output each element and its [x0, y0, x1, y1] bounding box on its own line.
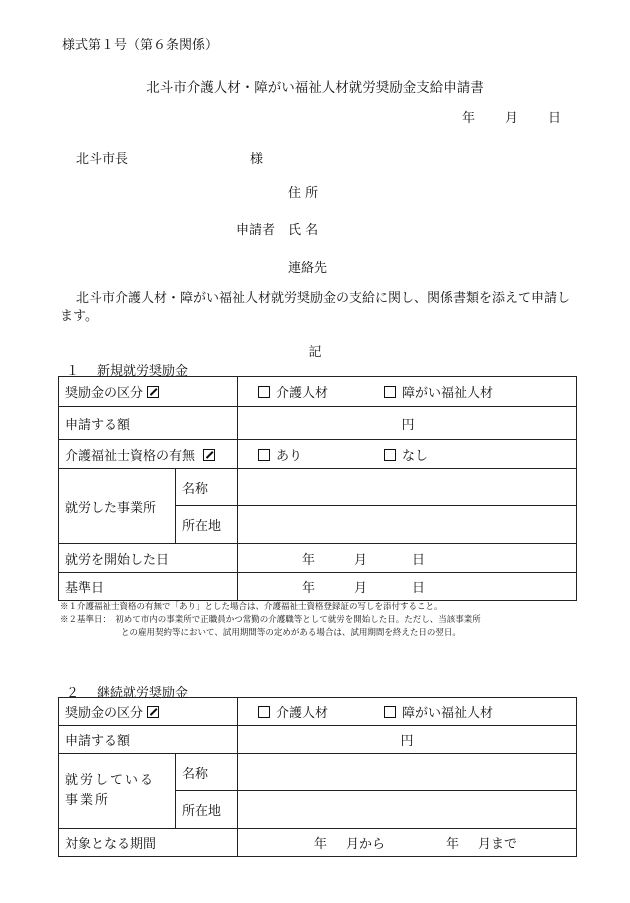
s1-start-label: 就労を開始した日	[59, 544, 238, 573]
section1-number: １	[66, 364, 80, 379]
note-3: との雇用契約等において、試用期間等の定めがある場合は、試用期間を終えた日の翌日。	[121, 628, 461, 638]
s2-office-location-label: 所在地	[176, 791, 238, 829]
s2-period-field[interactable]	[238, 829, 577, 857]
note-1: ※１介護福祉士資格の有無で「あり」とした場合は、介護福祉士資格登録証の写しを添付すること。	[60, 602, 443, 612]
contact-label: 連絡先	[288, 261, 328, 276]
checked-box-icon	[147, 386, 159, 398]
month-from: 月から	[346, 837, 386, 852]
day-unit: 日	[412, 552, 426, 568]
s1-qualification-label: 介護福祉士資格の有無	[65, 448, 196, 464]
year-unit: 年	[302, 552, 316, 568]
year-unit: 年	[446, 837, 460, 852]
s1-category-cell	[59, 377, 238, 407]
s1-qualification-cell	[59, 440, 238, 469]
form-number: 様式第１号（第６条関係）	[62, 38, 219, 53]
checkbox-icon[interactable]	[258, 386, 270, 398]
section2-number: ２	[66, 686, 80, 701]
s1-opt-care[interactable]: 介護人材	[258, 382, 384, 401]
checkbox-icon[interactable]	[384, 386, 396, 398]
year-unit: 年	[302, 581, 316, 596]
s1-opt-welfare[interactable]: 障がい福祉人材	[384, 382, 493, 401]
s2-category-cell	[59, 698, 238, 726]
s1-category-options	[238, 377, 577, 407]
checkbox-icon[interactable]	[384, 706, 396, 718]
honorific: 様	[250, 152, 264, 167]
section2-table	[58, 697, 577, 857]
s1-opt-no[interactable]: なし	[384, 445, 428, 464]
address-label: 住 所	[288, 186, 319, 201]
s1-amount-label: 申請する額	[59, 407, 238, 440]
s1-qualification-options	[238, 440, 577, 469]
page-title: 北斗市介護人材・障がい福祉人材就労奨励金支給申請書	[146, 80, 484, 96]
s2-opt-care[interactable]: 介護人材	[258, 702, 384, 721]
month-unit: 月	[354, 581, 368, 596]
checkbox-icon[interactable]	[258, 449, 270, 461]
applicant-label: 申請者	[236, 223, 276, 238]
month-to: 月まで	[478, 837, 518, 852]
date-month: 月	[505, 111, 519, 126]
checked-box-icon	[147, 706, 159, 718]
yen-unit: 円	[400, 734, 414, 749]
date-year: 年	[462, 111, 476, 126]
ki-heading: 記	[308, 345, 322, 360]
s2-office-location-field[interactable]	[238, 791, 577, 829]
note-2: ※２基準日： 初めて市内の事業所で正職員かつ常勤の介護職等として就労を開始した日。ただし、当該事業所	[60, 615, 481, 625]
month-unit: 月	[354, 552, 368, 568]
body-text: 北斗市介護人材・障がい福祉人材就労奨励金の支給に関し、関係書類を添えて申請します。	[60, 291, 571, 324]
s1-office-label: 就労した事業所	[59, 469, 176, 544]
section1-title: 新規就労奨励金	[97, 364, 189, 379]
s1-office-name-field[interactable]	[238, 469, 577, 506]
s2-amount-field[interactable]	[238, 726, 577, 754]
s2-period-label: 対象となる期間	[59, 829, 238, 857]
s1-opt-yes[interactable]: あり	[258, 445, 384, 464]
date-line	[462, 107, 561, 126]
section1-table	[58, 376, 577, 601]
s2-office-name-field[interactable]	[238, 754, 577, 791]
s1-base-date-field[interactable]	[238, 573, 577, 601]
s1-office-location-field[interactable]	[238, 506, 577, 544]
checkbox-icon[interactable]	[384, 449, 396, 461]
s1-base-label: 基準日	[59, 573, 238, 601]
day-unit: 日	[412, 581, 426, 596]
section2-title: 継続就労奨励金	[97, 686, 189, 701]
year-unit: 年	[314, 837, 328, 852]
s2-office-name-label: 名称	[176, 754, 238, 791]
checked-box-icon	[203, 449, 215, 461]
s2-opt-welfare[interactable]: 障がい福祉人材	[384, 702, 493, 721]
date-day: 日	[548, 111, 562, 126]
s2-category-label: 奨励金の区分	[65, 706, 144, 721]
s1-start-date-field[interactable]	[238, 544, 577, 573]
name-label: 氏 名	[288, 223, 319, 238]
yen-unit: 円	[401, 417, 415, 433]
s2-category-options	[238, 698, 577, 726]
addressee: 北斗市長	[76, 152, 129, 167]
s1-office-location-label: 所在地	[176, 506, 238, 544]
s1-category-label: 奨励金の区分	[65, 386, 144, 401]
s1-amount-field[interactable]	[238, 407, 577, 440]
checkbox-icon[interactable]	[258, 706, 270, 718]
s2-amount-label: 申請する額	[59, 726, 238, 754]
s1-office-name-label: 名称	[176, 469, 238, 506]
s2-office-label: 就労している事業所	[59, 754, 176, 829]
